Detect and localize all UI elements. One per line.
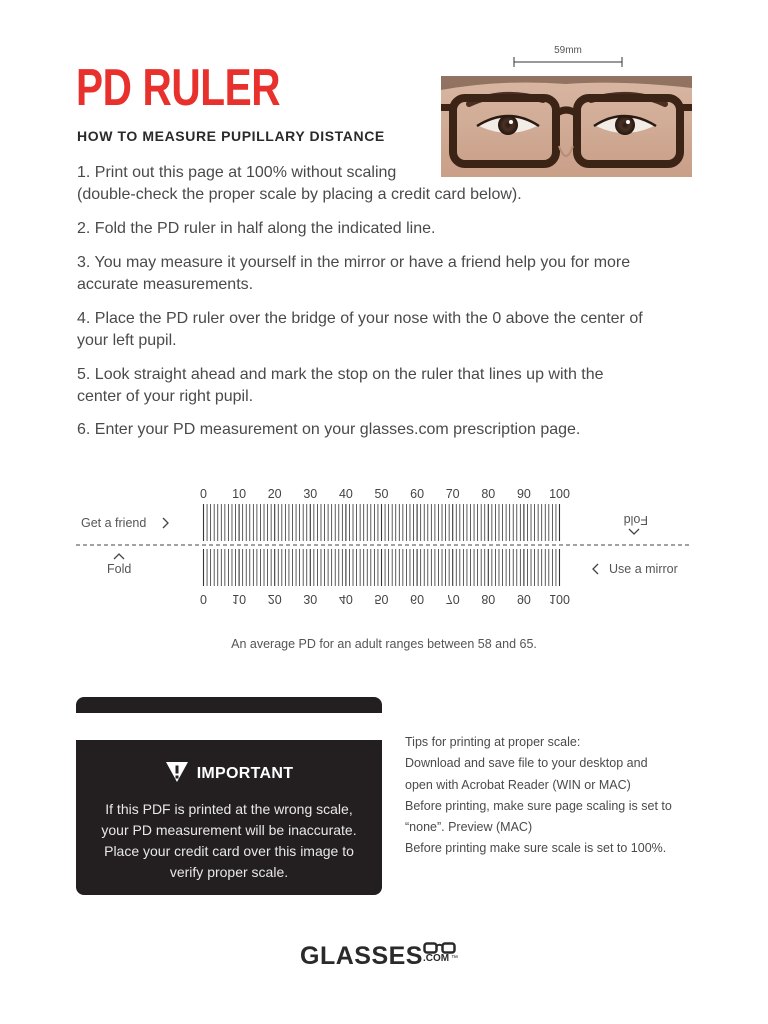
logo-trademark: ™ — [450, 955, 458, 962]
card-magnetic-strip — [76, 713, 382, 740]
ruler-number-bottom: 30 — [303, 592, 318, 606]
scale-label: 59mm — [554, 45, 582, 56]
step-1-line1: 1. Print out this page at 100% without scaling — [77, 164, 397, 181]
ruler-number-bottom: 60 — [410, 592, 425, 606]
step-2 — [77, 218, 707, 240]
tip-line: Before printing, make sure page scaling is set to — [405, 798, 672, 813]
ruler-number-bottom: 80 — [481, 592, 496, 606]
step-4-line1: 4. Place the PD ruler over the bridge of your nose with the 0 above the center of — [77, 310, 643, 327]
credit-card-scale-check — [76, 697, 382, 895]
ruler-number-bottom: 20 — [267, 592, 282, 606]
printing-tips — [405, 732, 735, 860]
ruler-number-top: 0 — [200, 487, 207, 501]
ruler-number-bottom: 90 — [516, 592, 531, 606]
ruler-number-top: 30 — [303, 487, 318, 501]
ruler-number-top: 100 — [549, 487, 570, 501]
fold-left-label: Fold — [107, 562, 132, 576]
step-1-line2: (double-check the proper scale by placing a credit card below). — [77, 186, 522, 203]
logo-text: GLASSES — [300, 942, 423, 970]
average-pd-note: An average PD for an adult ranges between 58 and 65. — [231, 637, 537, 651]
step-5 — [77, 364, 707, 408]
ruler-number-top: 70 — [445, 487, 460, 501]
card-line: your PD measurement will be inaccurate. — [101, 822, 357, 838]
pd-ruler — [0, 480, 768, 610]
ruler-number-top: 10 — [232, 487, 247, 501]
logo-com-suffix: .COM — [422, 953, 450, 964]
ruler-number-bottom: 10 — [232, 592, 247, 606]
chevron-down-icon — [629, 529, 639, 534]
ruler-ticks — [200, 487, 570, 606]
step-6-line1: 6. Enter your PD measurement on your glasses.com prescription page. — [77, 421, 581, 438]
card-line: verify proper scale. — [169, 864, 289, 880]
tip-line: Tips for printing at proper scale: — [405, 735, 581, 749]
step-6 — [77, 419, 707, 441]
ruler-number-bottom: 40 — [338, 592, 353, 606]
step-3 — [77, 252, 707, 296]
page-title: PD RULER — [76, 59, 281, 117]
ruler-number-top: 60 — [410, 487, 425, 501]
tip-line: open with Acrobat Reader (WIN or MAC) — [405, 777, 631, 792]
card-heading-text: IMPORTANT — [196, 765, 294, 782]
step-4-line2: your left pupil. — [77, 332, 177, 349]
step-3-line1: 3. You may measure it yourself in the mirror or have a friend help you for more — [77, 254, 631, 271]
tip-line: “none”. Preview (MAC) — [405, 820, 533, 835]
glasses-com-logo — [300, 941, 457, 971]
ruler-number-bottom: 0 — [200, 592, 207, 606]
card-line: Place your credit card over this image to — [104, 843, 354, 859]
ruler-number-top: 50 — [374, 487, 389, 501]
card-heading — [76, 761, 382, 783]
step-1 — [77, 162, 707, 206]
chevron-left-icon — [593, 564, 598, 574]
chevron-right-icon — [163, 518, 168, 528]
tip-line: Download and save file to your desktop and — [405, 756, 648, 771]
ruler-number-top: 80 — [481, 487, 496, 501]
page-subtitle: HOW TO MEASURE PUPILLARY DISTANCE — [77, 128, 385, 144]
chevron-up-icon — [114, 554, 124, 559]
tip-line: Before printing make sure scale is set to 100%. — [405, 841, 667, 856]
step-2-line1: 2. Fold the PD ruler in half along the indicated line. — [77, 220, 436, 237]
card-body — [90, 799, 368, 883]
step-4 — [77, 308, 707, 352]
ruler-number-top: 40 — [338, 487, 353, 501]
step-3-line2: accurate measurements. — [77, 276, 254, 293]
step-5-line1: 5. Look straight ahead and mark the stop on the ruler that lines up with the — [77, 366, 604, 383]
ruler-number-top: 90 — [516, 487, 531, 501]
pd-ruler-graphic — [0, 480, 768, 610]
fold-right-label: Fold — [623, 513, 648, 527]
ruler-number-bottom: 70 — [445, 592, 460, 606]
ruler-number-top: 20 — [267, 487, 282, 501]
get-friend-label: Get a friend — [81, 516, 147, 530]
photo-scale-bar — [513, 45, 623, 67]
warning-icon — [165, 761, 189, 783]
step-5-line2: center of your right pupil. — [77, 388, 254, 405]
ruler-number-bottom: 50 — [374, 592, 389, 606]
scale-bracket-icon — [513, 45, 623, 67]
card-line: If this PDF is printed at the wrong scale, — [105, 801, 353, 817]
ruler-number-bottom: 100 — [549, 592, 570, 606]
use-mirror-label: Use a mirror — [609, 562, 678, 576]
